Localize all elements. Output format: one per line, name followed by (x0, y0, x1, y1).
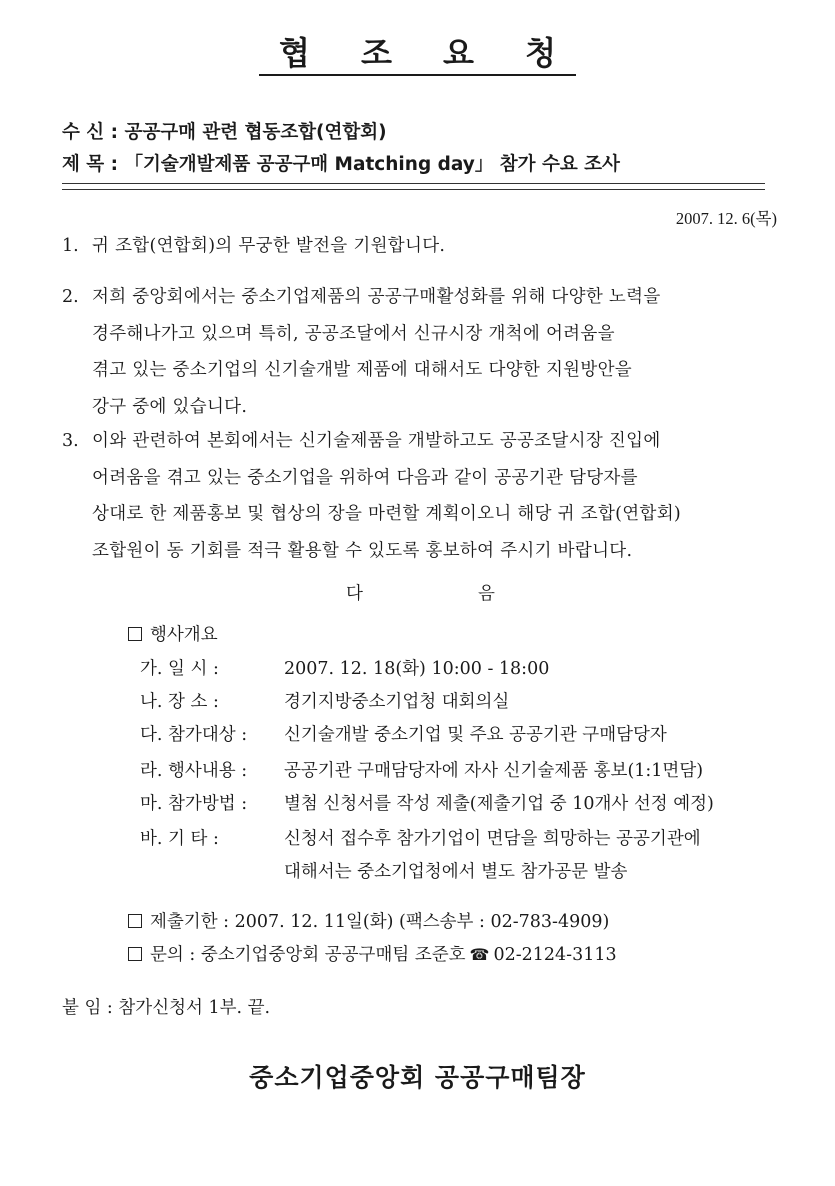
contact-phone: 02-2124-3113 (493, 945, 617, 965)
event-item-value-continued: 대해서는 중소기업청에서 별도 참가공문 발송 (284, 862, 628, 882)
event-item-value: 경기지방중소기업청 대회의실 (284, 692, 510, 712)
event-item-value: 신청서 접수후 참가기업이 면담을 희망하는 공공기관에 (284, 829, 701, 849)
event-heading (128, 621, 218, 646)
signature: 중소기업중앙회 공공구매팀장 (249, 1063, 586, 1092)
subject-line: 제 목 : 「기술개발제품 공공구매 Matching day」 참가 수요 조사 (62, 154, 620, 175)
event-item-value: 신기술개발 중소기업 및 주요 공공기관 구매담당자 (284, 725, 667, 745)
event-item-value: 2007. 12. 18(화) 10:00 - 18:00 (284, 659, 550, 679)
paragraph-line: 저희 중앙회에서는 중소기업제품의 공공구매활성화를 위해 다양한 노력을 (92, 287, 661, 307)
paragraph-line: 강구 중에 있습니다. (92, 396, 248, 417)
paragraph-line: 귀 조합(연합회)의 무궁한 발전을 기원합니다. (92, 236, 446, 256)
event-item-label: 가. 일 시 : (140, 659, 219, 679)
document-date: 2007. 12. 6(목) (675, 209, 777, 228)
paragraph-line: 조합원이 동 기회를 적극 활용할 수 있도록 홍보하여 주시기 바랍니다. (92, 540, 633, 561)
document-title: 협 조 요 청 (0, 28, 835, 74)
deadline-line (128, 908, 609, 933)
checkbox-icon (128, 627, 142, 641)
paragraph-line: 상대로 한 제품홍보 및 협상의 장을 마련할 계획이오니 해당 귀 조합(연합회) (92, 504, 682, 524)
event-item-label: 라. 행사내용 : (140, 761, 248, 781)
paragraph-number: 2. (62, 287, 79, 307)
header-divider (62, 183, 765, 190)
paragraph-line: 이와 관련하여 본회에서는 신기술제품을 개발하고도 공공조달시장 진입에 (92, 431, 661, 451)
paragraph-number: 1. (62, 236, 79, 256)
event-item-label: 나. 장 소 : (140, 692, 219, 712)
paragraph-3 (62, 423, 774, 569)
paragraph-line: 경주해나가고 있으며 특히, 공공조달에서 신규시장 개척에 어려움을 (92, 323, 615, 344)
attachment-line: 붙 임 : 참가신청서 1부. 끝. (62, 998, 271, 1018)
paragraph-2 (62, 279, 774, 425)
notice-heading-da: 다 (346, 584, 363, 604)
event-item-label: 바. 기 타 : (140, 829, 219, 849)
event-item-value: 별첨 신청서를 작성 제출(제출기업 중 10개사 선정 예정) (284, 794, 714, 814)
event-heading-text: 행사개요 (150, 625, 218, 645)
telephone-icon: ☎ (469, 945, 490, 964)
event-item-label: 마. 참가방법 : (140, 794, 248, 814)
paragraph-1 (62, 228, 774, 265)
contact-text: 문의 : 중소기업중앙회 공공구매팀 조준호 (150, 945, 466, 965)
paragraph-line: 겪고 있는 중소기업의 신기술개발 제품에 대해서도 다양한 지원방안을 (92, 360, 632, 380)
recipient-line: 수 신 : 공공구매 관련 협동조합(연합회) (62, 122, 387, 143)
checkbox-icon (128, 947, 142, 961)
checkbox-icon (128, 914, 142, 928)
event-item-label: 다. 참가대상 : (140, 725, 248, 745)
paragraph-number: 3. (62, 431, 79, 451)
event-item-value: 공공기관 구매담당자에 자사 신기술제품 홍보(1:1면담) (284, 761, 704, 781)
notice-heading-eum: 음 (478, 584, 495, 604)
deadline-text: 제출기한 : 2007. 12. 11일(화) (팩스송부 : 02-783-4909) (150, 912, 610, 932)
contact-line (128, 941, 617, 966)
paragraph-line: 어려움을 겪고 있는 중소기업을 위하여 다음과 같이 공공기관 담당자를 (92, 467, 638, 488)
